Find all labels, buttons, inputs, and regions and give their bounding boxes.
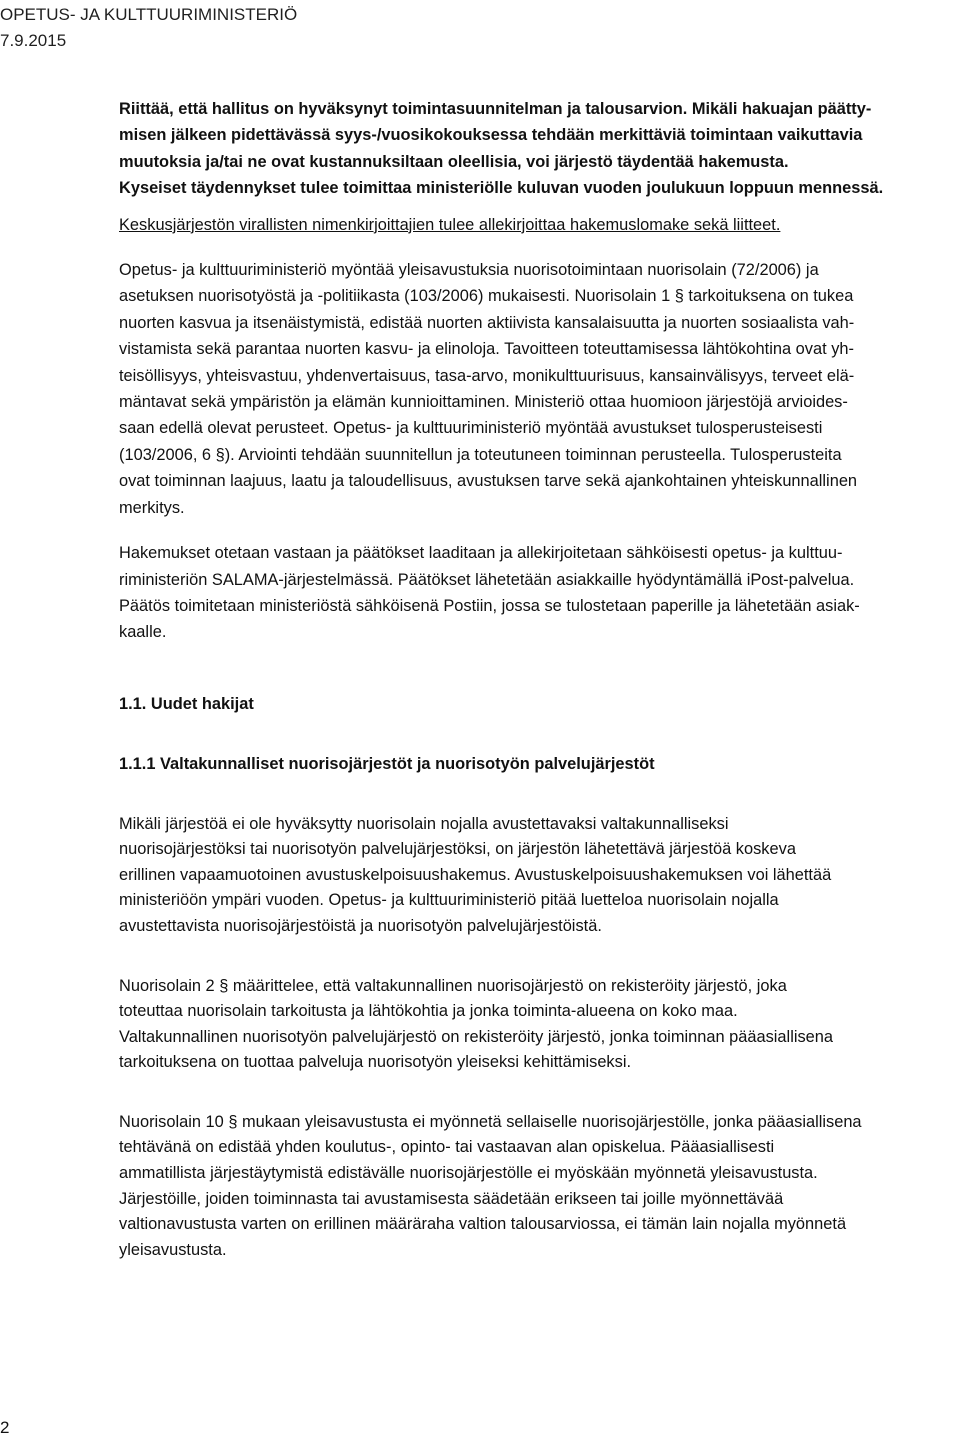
- text-line: merkitys.: [119, 498, 185, 517]
- text-line: nuorten kasvua ja itsenäistymistä, edistää nuorten aktiivista kansalaisuutta ja nuorten sosiaalista vah-: [119, 313, 855, 332]
- page-number: 2: [0, 1418, 10, 1437]
- text-line: mäntavat sekä ympäristön ja elämän kunnioittaminen. Ministeriö ottaa huomioon järjestöjä arvioides-: [119, 393, 848, 412]
- text-line: vistamista sekä parantaa nuorten kasvu- ja elinoloja. Tavoitteen toteuttamisessa lähtökohtina ovat yh-: [119, 340, 854, 359]
- text-line: erillinen vapaamuotoinen avustuskelpoisuushakemus. Avustuskelpoisuushakemuksen voi lähettää: [119, 865, 832, 884]
- paragraph-exclusions: [119, 1110, 959, 1264]
- paragraph-definitions: [119, 974, 959, 1076]
- section-heading: 1.1. Uudet hakijat: [119, 694, 254, 713]
- text-line: Nuorisolain 10 § mukaan yleisavustusta ei myönnetä sellaiselle nuorisojärjestölle, jonka pääasiallisena: [119, 1112, 862, 1131]
- text-line: kaalle.: [119, 623, 167, 642]
- paragraph-eligibility: [119, 812, 959, 940]
- text-line: valtionavustusta varten on erillinen määräraha valtion talousarviossa, ei tämän lain nojalla myönnetä: [119, 1215, 847, 1234]
- text-line: Hakemukset otetaan vastaan ja päätökset laaditaan ja allekirjoitetaan sähköisesti opetus- ja kulttuu-: [119, 544, 843, 563]
- text-line: Järjestöille, joiden toiminnasta tai avustamisesta säädetään erikseen tai joille myönnettävää: [119, 1189, 784, 1208]
- text-line: Opetus- ja kulttuuriministeriö myöntää yleisavustuksia nuorisotoimintaan nuorisolain (72/2006) ja: [119, 261, 819, 280]
- text-line: yleisavustusta.: [119, 1240, 227, 1259]
- text-line: riministeriön SALAMA-järjestelmässä. Päätökset lähetetään asiakkaille hyödyntämällä iPost-palvelua.: [119, 570, 855, 589]
- paragraph-applications: [119, 540, 959, 646]
- ministry-name: OPETUS- JA KULTTUURIMINISTERIÖ: [0, 5, 298, 24]
- text-line: ovat toiminnan laajuus, laatu ja taloudellisuus, avustuksen tarve sekä ajankohtainen yhteiskunnallinen: [119, 472, 858, 491]
- text-line: saan edellä olevat perusteet. Opetus- ja kulttuuriministeriö myöntää avustukset tulosperusteisesti: [119, 419, 823, 438]
- text-line: ministeriöön ympäri vuoden. Opetus- ja kulttuuriministeriö pitää luetteloa nuorisolain nojalla: [119, 891, 779, 910]
- text-line: Kyseiset täydennykset tulee toimittaa ministeriölle kuluvan vuoden joulukuun loppuun mennessä.: [119, 179, 884, 198]
- text-line: tarkoituksena on tuottaa palveluja nuorisotyön yleiseksi kehittämiseksi.: [119, 1053, 632, 1072]
- text-line: Riittää, että hallitus on hyväksynyt toimintasuunnitelman ja talousarvion. Mikäli hakuajan päätty-: [119, 100, 872, 118]
- text-line: avustettavista nuorisojärjestöistä ja nuorisotyön palvelujärjestöistä.: [119, 916, 602, 935]
- text-line: Päätös toimitetaan ministeriöstä sähköisenä Postiin, jossa se tulostetaan paperille ja lähetetään asiak-: [119, 596, 860, 615]
- text-line: ammatillista järjestäytymistä edistävälle nuorisojärjestölle ei myöskään myönnetä yleisavustusta.: [119, 1164, 818, 1183]
- document-body: [119, 96, 959, 1263]
- text-line: Nuorisolain 2 § määrittelee, että valtakunnallinen nuorisojärjestö on rekisteröity järjestö, joka: [119, 976, 787, 995]
- text-line: nuorisojärjestöksi tai nuorisotyön palvelujärjestöksi, on järjestön lähetettävä järjestöä koskeva: [119, 840, 796, 859]
- signatories-note: Keskusjärjestön virallisten nimenkirjoittajien tulee allekirjoittaa hakemuslomake sekä liitteet.: [119, 215, 781, 234]
- subsection-heading: 1.1.1 Valtakunnalliset nuorisojärjestöt ja nuorisotyön palvelujärjestöt: [119, 755, 655, 774]
- text-line: misen jälkeen pidettävässä syys-/vuosikokouksessa tehdään merkittäviä toimintaan vaikuttavia: [119, 126, 863, 145]
- text-line: toteuttaa nuorisolain tarkoitusta ja lähtökohtia ja jonka toiminta-alueena on koko maa.: [119, 1002, 738, 1021]
- document-date: 7.9.2015: [0, 31, 67, 50]
- page-header: [0, 2, 297, 54]
- text-line: tehtävänä on edistää yhden koulutus-, opinto- tai vastaavan alan opiskelua. Pääasiallisesti: [119, 1138, 775, 1157]
- intro-bold-block: [119, 96, 959, 202]
- text-line: teisöllisyys, yhteisvastuu, yhdenvertaisuus, tasa-arvo, monikulttuurisuus, kansainvälisyys, terveet elä-: [119, 366, 855, 385]
- text-line: Mikäli järjestöä ei ole hyväksytty nuorisolain nojalla avustettavaksi valtakunnalliseksi: [119, 814, 729, 833]
- paragraph-grants: [119, 257, 959, 521]
- text-line: asetuksen nuorisotyöstä ja -politiikasta (103/2006) mukaisesti. Nuorisolain 1 § tarkoituksena on tukea: [119, 287, 854, 306]
- text-line: muutoksia ja/tai ne ovat kustannuksiltaan oleellisia, voi järjestö täydentää hakemusta.: [119, 152, 789, 171]
- text-line: Valtakunnallinen nuorisotyön palvelujärjestö on rekisteröity järjestö, jonka toiminnan pääasiallisena: [119, 1027, 834, 1046]
- text-line: (103/2006, 6 §). Arviointi tehdään suunnitellun ja toteutuneen toiminnan perusteella. Tulosperusteita: [119, 445, 842, 464]
